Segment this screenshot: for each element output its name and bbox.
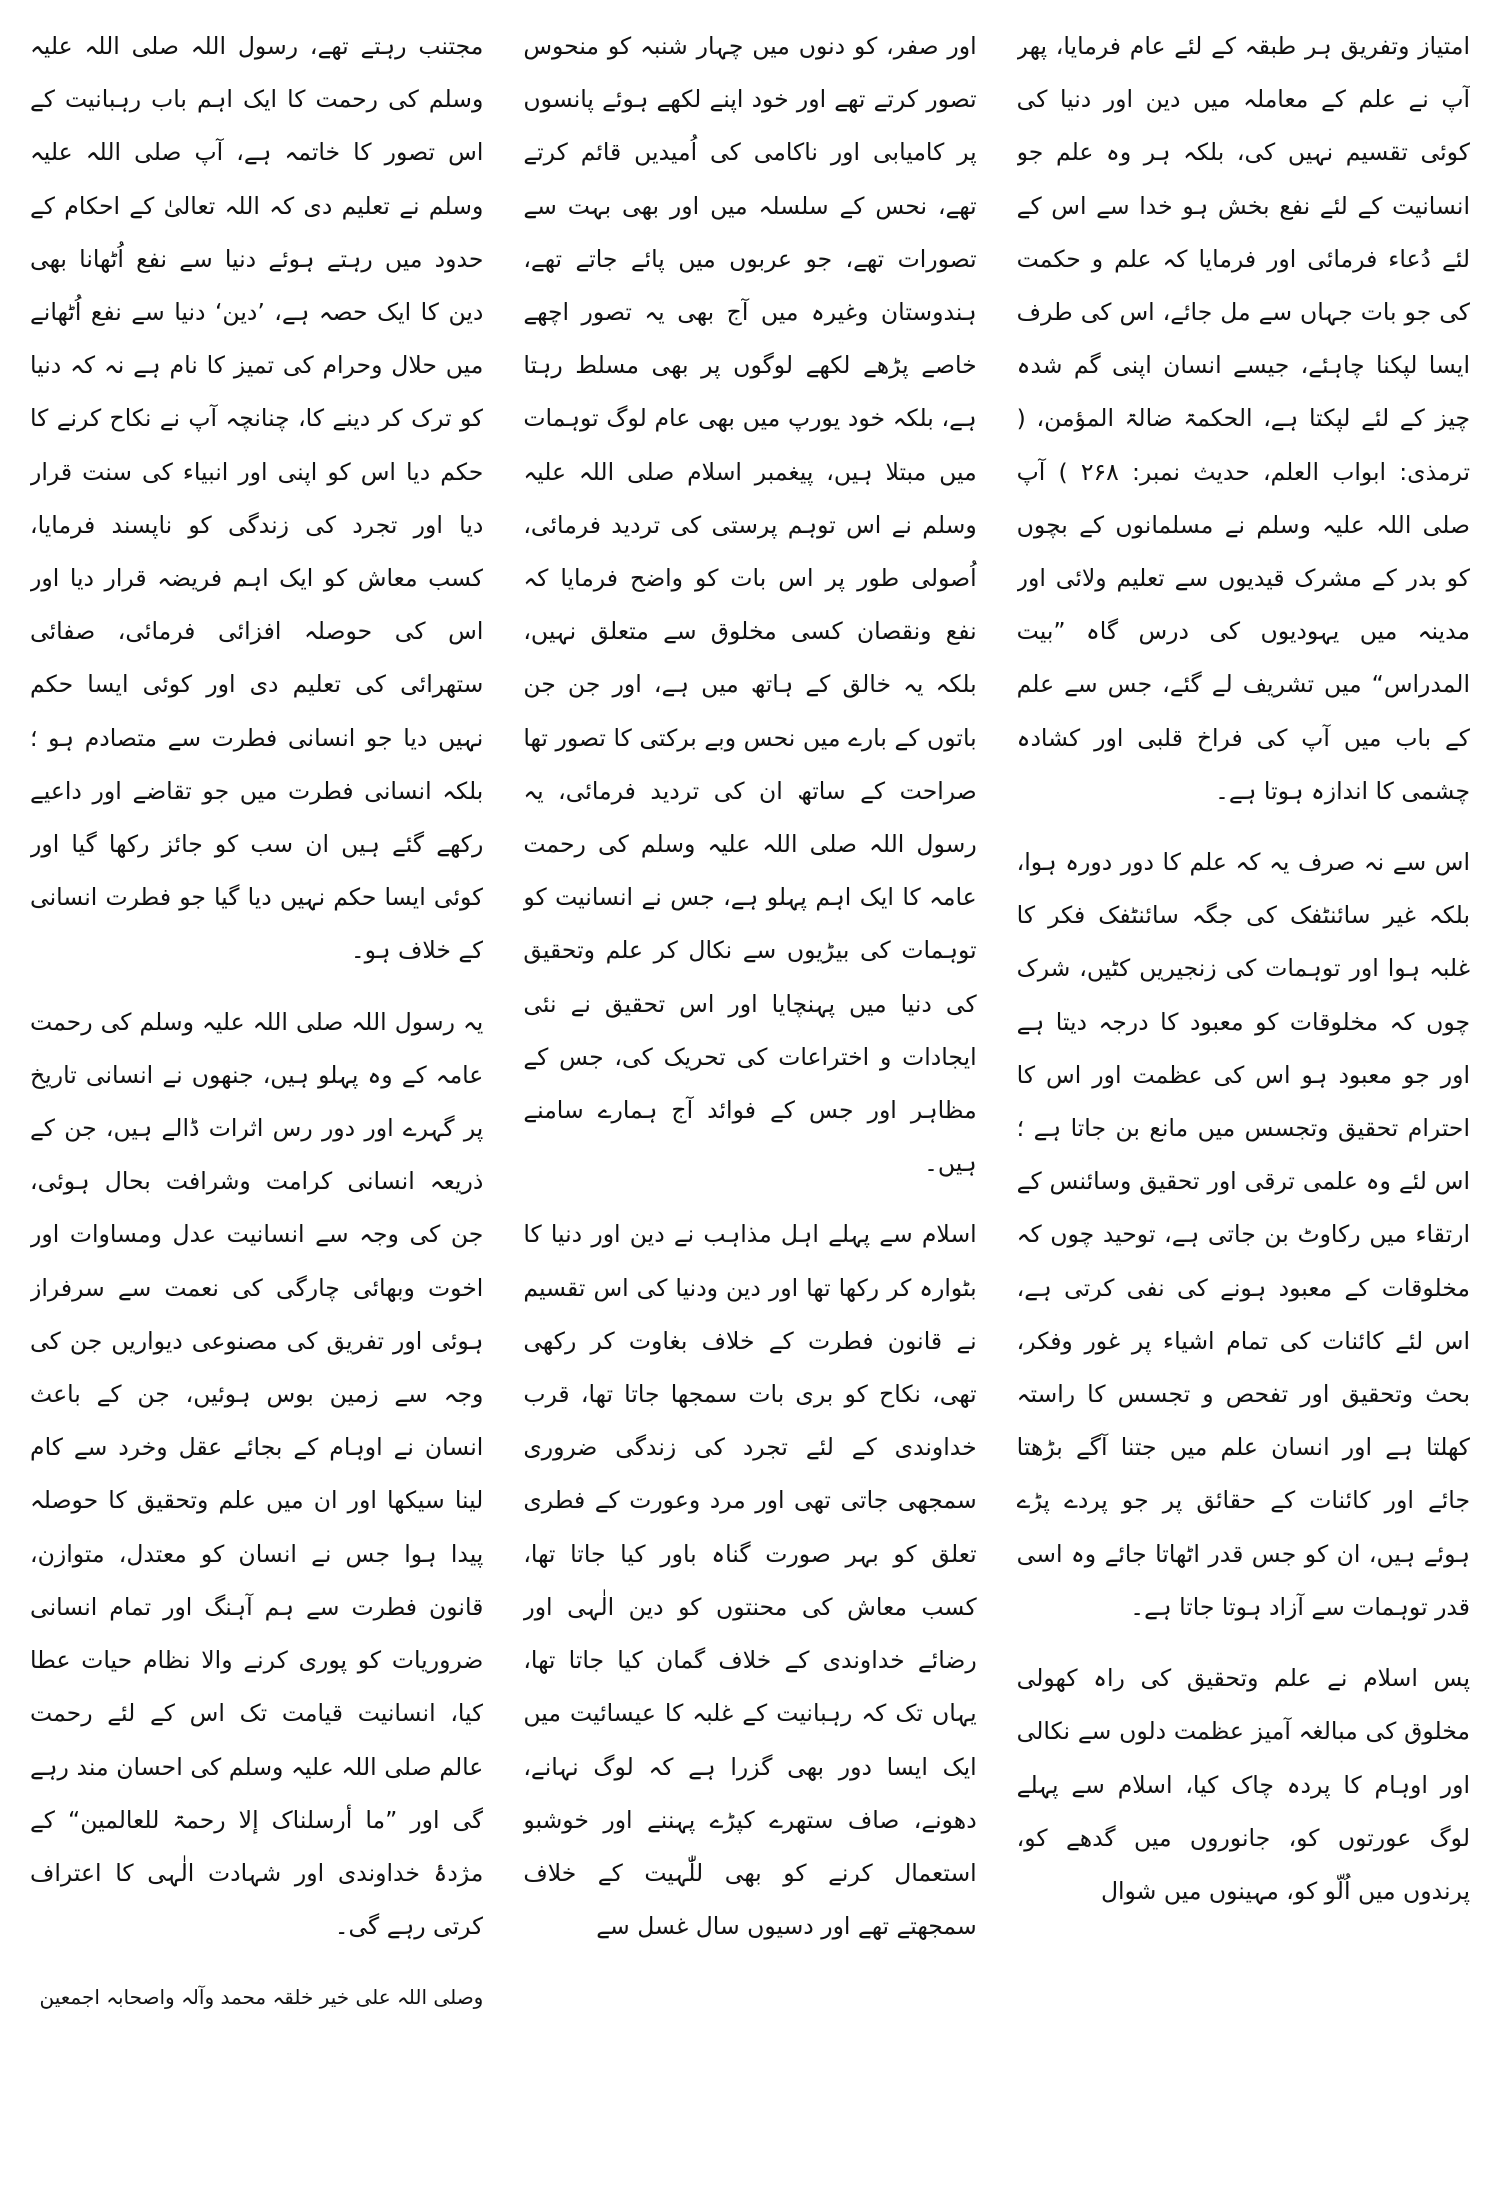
column-middle xyxy=(523,20,976,2180)
paragraph: مجتنب رہتے تھے، رسول اللہ صلی اللہ علیہ وسلم کی رحمت کا ایک اہم باب رہبانیت کے اس تصور کا خاتمہ ہے، آپ صلی اللہ علیہ وسلم نے تعلیم دی کہ اللہ تعالیٰ کے احکام کے حدود میں رہتے ہوئے دنیا سے نفع اُٹھانا بھی دین کا ایک حصہ ہے، ’دین‘ دنیا سے نفع اُٹھانے میں حلال وحرام کی تمیز کا نام ہے نہ کہ دنیا کو ترک کر دینے کا، چنانچہ آپ نے نکاح کرنے کا حکم دیا اس کو اپنی اور انبیاء کی سنت قرار دیا اور تجرد کی زندگی کو ناپسند فرمایا، کسب معاش کو ایک اہم فریضہ قرار دیا اور اس کی حوصلہ افزائی فرمائی، صفائی ستھرائی کی تعلیم دی اور کوئی ایسا حکم نہیں دیا جو انسانی فطرت سے متصادم ہو ؛ بلکہ انسانی فطرت میں جو تقاضے اور داعیے رکھے گئے ہیں ان سب کو جائز رکھا گیا اور کوئی ایسا حکم نہیں دیا گیا جو فطرت انسانی کے خلاف ہو۔ xyxy=(30,32,484,965)
paragraph: یہ رسول اللہ صلی اللہ علیہ وسلم کی رحمت عامہ کے وہ پہلو ہیں، جنھوں نے انسانی تاریخ پر گہرے اور دور رس اثرات ڈالے ہیں، جن کے ذریعہ انسانی کرامت وشرافت بحال ہوئی، جن کی وجہ سے انسانیت عدل ومساوات اور اخوت وبھائی چارگی کی نعمت سے سرفراز ہوئی اور تفریق کی مصنوعی دیواریں جن کی وجہ سے زمین بوس ہوئیں، جن کے باعث انسان نے اوہام کے بجائے عقل وخرد سے کام لینا سیکھا اور ان میں علم وتحقیق کا حوصلہ پیدا ہوا جس نے انسان کو معتدل، متوازن، قانون فطرت سے ہم آہنگ اور تمام انسانی ضروریات کو پوری کرنے والا نظام حیات عطا کیا، انسانیت قیامت تک اس کے لئے رحمت عالم صلی اللہ علیہ وسلم کی احسان مند رہے گی اور ”ما أرسلناک إلا رحمۃ للعالمین“ کے مژدۂ خداوندی اور شہادت الٰہی کا اعتراف کرتی رہے گی۔ xyxy=(30,1007,484,1941)
closing-blessing: وصلی اللہ علی خیر خلقہ محمد وآلہ واصحابہ اجمعین xyxy=(39,1985,484,2010)
paragraph: اسلام سے پہلے اہل مذاہب نے دین اور دنیا کا بٹوارہ کر رکھا تھا اور دین ودنیا کی اس تقسیم نے قانون فطرت کے خلاف بغاوت کر رکھی تھی، نکاح کو بری بات سمجھا جاتا تھا، قرب خداوندی کے لئے تجرد کی زندگی ضروری سمجھی جاتی تھی اور مرد وعورت کے فطری تعلق کو بہر صورت گناہ باور کیا جاتا تھا، کسب معاش کی محنتوں کو دین الٰہی اور رضائے خداوندی کے خلاف گمان کیا جاتا تھا، یہاں تک کہ رہبانیت کے غلبہ کا عیسائیت میں ایک ایسا دور بھی گزرا ہے کہ لوگ نہانے، دھونے، صاف ستھرے کپڑے پہننے اور خوشبو استعمال کرنے کو بھی للّٰہیت کے خلاف سمجھتے تھے اور دسیوں سال غسل سے xyxy=(523,1220,977,1941)
paragraph: اور صفر، کو دنوں میں چہار شنبہ کو منحوس تصور کرتے تھے اور خود اپنے لکھے ہوئے پانسوں پر کامیابی اور ناکامی کی اُمیدیں قائم کرتے تھے، نحس کے سلسلہ میں اور بھی بہت سے تصورات تھے، جو عربوں میں پائے جاتے تھے، ہندوستان وغیرہ میں آج بھی یہ تصور اچھے خاصے پڑھے لکھے لوگوں پر بھی مسلط رہتا ہے، بلکہ خود یورپ میں بھی عام لوگ توہمات میں مبتلا ہیں، پیغمبر اسلام صلی اللہ علیہ وسلم نے اس توہم پرستی کی تردید فرمائی، اُصولی طور پر اس بات کو واضح فرمایا کہ نفع ونقصان کسی مخلوق سے متعلق نہیں، بلکہ یہ خالق کے ہاتھ میں ہے، اور جن جن باتوں کے بارے میں نحس وبے برکتی کا تصور تھا صراحت کے ساتھ ان کی تردید فرمائی، یہ رسول اللہ صلی اللہ علیہ وسلم کی رحمت عامہ کا ایک اہم پہلو ہے، جس نے انسانیت کو توہمات کی بیڑیوں سے نکال کر علم وتحقیق کی دنیا میں پہنچایا اور اس تحقیق نے نئی ایجادات و اختراعات کی تحریک کی، جس کے مظاہر اور جس کے فوائد آج ہمارے سامنے ہیں۔ xyxy=(523,32,977,1178)
paragraph: امتیاز وتفریق ہر طبقہ کے لئے عام فرمایا، پھر آپ نے علم کے معاملہ میں دین اور دنیا کی کوئی تقسیم نہیں کی، بلکہ ہر وہ علم جو انسانیت کے لئے نفع بخش ہو خدا سے اس کے لئے دُعاء فرمائی اور فرمایا کہ علم و حکمت کی جو بات جہاں سے مل جائے، اس کی طرف ایسا لپکنا چاہئے، جیسے انسان اپنی گم شدہ چیز کے لئے لپکتا ہے، الحکمۃ ضالۃ المؤمن، ( ترمذی: ابواب العلم، حدیث نمبر: ۲۶۸ ) آپ صلی اللہ علیہ وسلم نے مسلمانوں کے بچوں کو بدر کے مشرک قیدیوں سے تعلیم ولائی اور مدینہ میں یہودیوں کی درس گاہ ”بیت المدراس“ میں تشریف لے گئے، جس سے علم کے باب میں آپ کی فراخ قلبی اور کشادہ چشمی کا اندازہ ہوتا ہے۔ xyxy=(1016,32,1470,805)
column-left xyxy=(30,20,483,2180)
newspaper-page xyxy=(30,20,1470,2180)
paragraph: پس اسلام نے علم وتحقیق کی راہ کھولی مخلوق کی مبالغہ آمیز عظمت دلوں سے نکالی اور اوہام کا پردہ چاک کیا، اسلام سے پہلے لوگ عورتوں کو، جانوروں میں گدھے کو، پرندوں میں اُلّو کو، مہینوں میں شوال xyxy=(1016,1664,1470,1905)
paragraph: اس سے نہ صرف یہ کہ علم کا دور دورہ ہوا، بلکہ غیر سائنٹفک کی جگہ سائنٹفک فکر کا غلبہ ہوا اور توہمات کی زنجیریں کٹیں، شرک چوں کہ مخلوقات کو معبود کا درجہ دیتا ہے اور جو معبود ہو اس کی عظمت اور اس کا احترام تحقیق وتجسس میں مانع بن جاتا ہے ؛ اس لئے وہ علمی ترقی اور تحقیق وسائنس کے ارتقاء میں رکاوٹ بن جاتی ہے، توحید چوں کہ مخلوقات کے معبود ہونے کی نفی کرتی ہے، اس لئے کائنات کی تمام اشیاء پر غور وفکر، بحث وتحقیق اور تفحص و تجسس کا راستہ کھلتا ہے اور انسان علم میں جتنا آگے بڑھتا جائے اور کائنات کے حقائق پر جو پردے پڑے ہوئے ہیں، ان کو جس قدر اٹھاتا جائے وہ اسی قدر توہمات سے آزاد ہوتا جاتا ہے۔ xyxy=(1016,848,1470,1621)
column-right xyxy=(1017,20,1470,2180)
